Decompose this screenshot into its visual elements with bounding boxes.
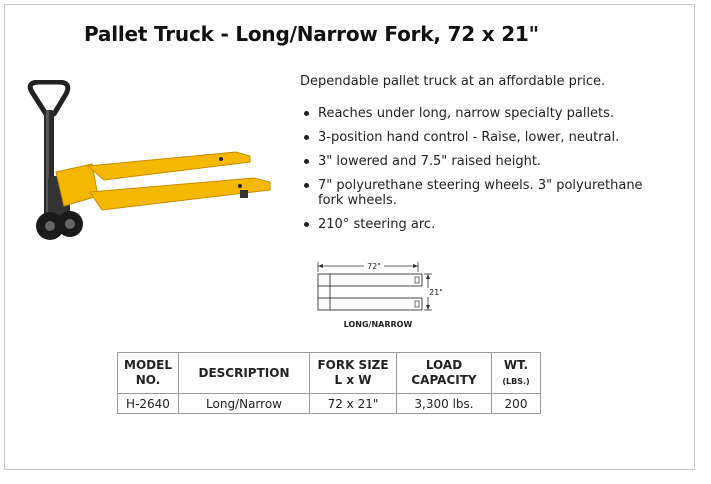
feature-item: 7" polyurethane steering wheels. 3" polyurethane fork wheels. xyxy=(300,178,660,208)
intro-text: Dependable pallet truck at an affordable price. xyxy=(300,74,606,89)
cell-description: Long/Narrow xyxy=(179,394,310,414)
fork-length-label: 72" xyxy=(367,262,381,271)
cell-weight: 200 xyxy=(492,394,541,414)
bullet-icon xyxy=(304,135,309,140)
feature-list xyxy=(300,106,660,241)
bullet-icon xyxy=(304,222,309,227)
pallet-truck-image xyxy=(18,80,278,250)
feature-item: Reaches under long, narrow specialty pallets. xyxy=(300,106,660,121)
bullet-icon xyxy=(304,159,309,164)
spec-table xyxy=(117,352,541,414)
col-weight: WT. (LBS.) xyxy=(492,353,541,394)
table-header-row xyxy=(118,353,541,394)
feature-item: 3" lowered and 7.5" raised height. xyxy=(300,154,660,169)
col-description: DESCRIPTION xyxy=(179,353,310,394)
cell-load-capacity: 3,300 lbs. xyxy=(397,394,492,414)
diagram-caption: LONG/NARROW xyxy=(343,320,413,329)
feature-item: 210° steering arc. xyxy=(300,217,660,232)
cell-fork-size: 72 x 21" xyxy=(310,394,397,414)
bullet-icon xyxy=(304,183,309,188)
fork-dimension-diagram xyxy=(312,258,452,334)
col-model: MODEL NO. xyxy=(118,353,179,394)
feature-item: 3-position hand control - Raise, lower, neutral. xyxy=(300,130,660,145)
fork-width-label: 21" xyxy=(429,288,443,297)
bullet-icon xyxy=(304,111,309,116)
cell-model: H-2640 xyxy=(118,394,179,414)
col-load-capacity: LOAD CAPACITY xyxy=(397,353,492,394)
table-row xyxy=(118,394,541,414)
page-title: Pallet Truck - Long/Narrow Fork, 72 x 21" xyxy=(84,22,539,46)
col-fork-size: FORK SIZE L x W xyxy=(310,353,397,394)
